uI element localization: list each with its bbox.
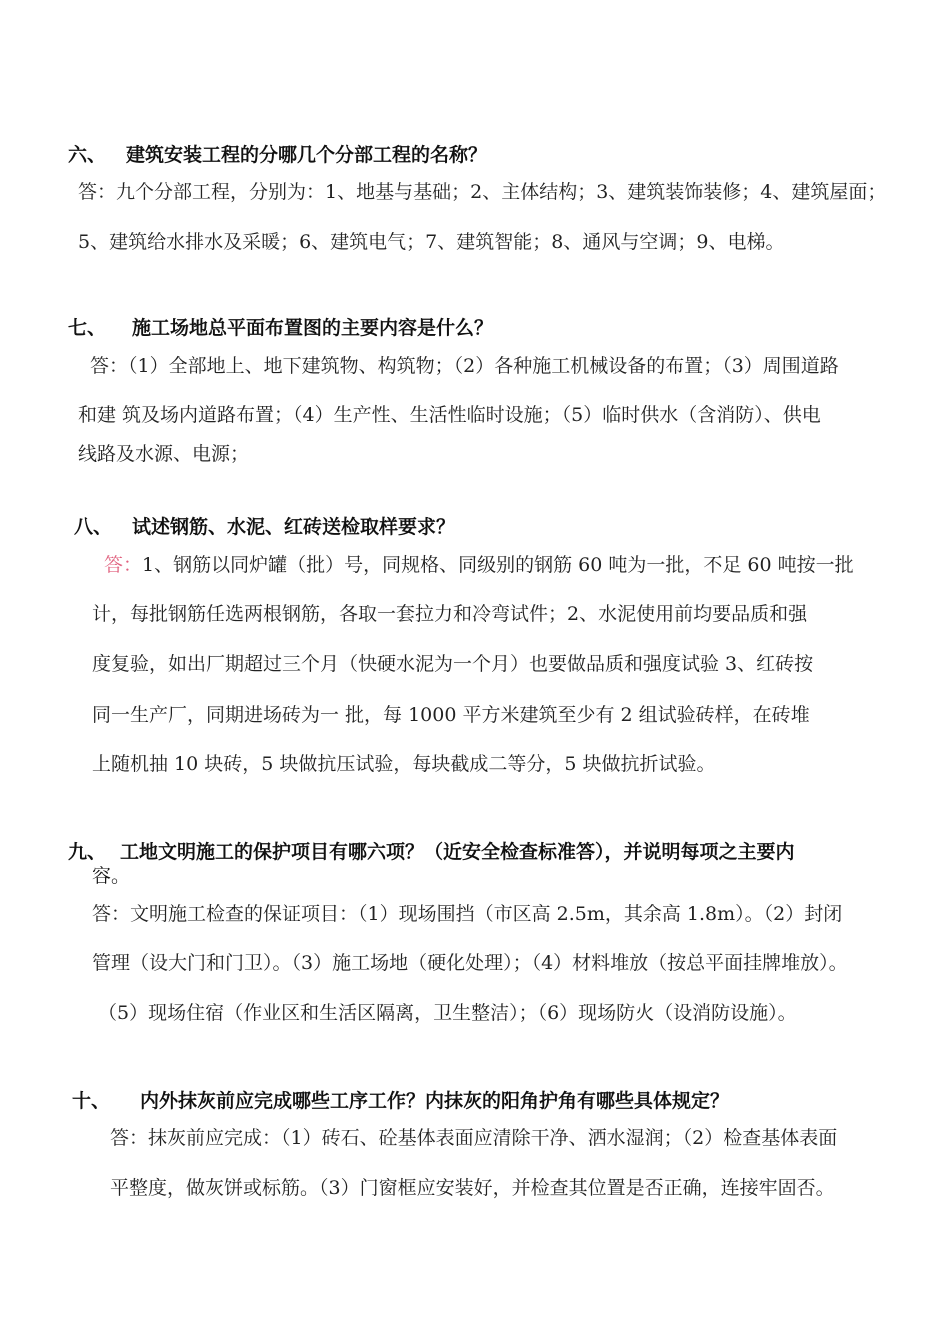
answer-6-line-1: 答：九个分部工程，分别为：1、地基与基础；2、主体结构；3、建筑装饰装修；4、建筑屋面； (78, 181, 887, 203)
question-8-number: 八、 (74, 516, 113, 538)
question-9-text: 工地文明施工的保护项目有哪六项？（近安全检查标准答），并说明每项之主要内 (120, 841, 795, 863)
question-9-continuation: 容。 (92, 865, 131, 887)
question-7-number: 七、 (68, 317, 107, 339)
question-10 (72, 1088, 729, 1114)
answer-8-line-1: 答：1、钢筋以同炉罐（批）号，同规格、同级别的钢筋 60 吨为一批，不足 60 吨按一批 (104, 554, 854, 576)
answer-7-label: 答： (90, 355, 129, 377)
answer-9-line-2: 管理（设大门和门卫）。（3）施工场地（硬化处理）；（4）材料堆放（按总平面挂牌堆放）。 (92, 952, 848, 974)
answer-6-line-2: 5、建筑给水排水及采暖；6、建筑电气；7、建筑智能；8、通风与空调；9、电梯。 (78, 231, 785, 253)
question-9 (68, 839, 795, 865)
question-6-number: 六、 (68, 144, 107, 166)
question-9-number: 九、 (68, 841, 107, 863)
question-7-text: 施工场地总平面布置图的主要内容是什么？ (132, 317, 494, 339)
answer-8-line-2: 计，每批钢筋任选两根钢筋，各取一套拉力和冷弯试件；2、水泥使用前均要品质和强 (92, 603, 808, 625)
answer-7-line-3: 线路及水源、电源； (78, 443, 250, 465)
answer-9-line-3: （5）现场住宿（作业区和生活区隔离，卫生整洁）；（6）现场防火（设消防设施）。 (98, 1002, 797, 1024)
answer-9-label: 答： (92, 903, 131, 925)
answer-7-line-2: 和建 筑及场内道路布置；（4）生产性、生活性临时设施；（5）临时供水（含消防）、供电 (78, 404, 821, 426)
answer-10-line-2: 平整度，做灰饼或标筋。（3）门窗框应安装好，并检查其位置是否正确，连接牢固否。 (110, 1177, 835, 1199)
answer-8-line-5: 上随机抽 10 块砖，5 块做抗压试验，每块截成二等分，5 块做抗折试验。 (92, 753, 716, 775)
answer-8-label: 答： (104, 554, 143, 576)
question-7 (68, 315, 493, 341)
question-8-text: 试述钢筋、水泥、红砖送检取样要求？ (132, 516, 456, 538)
answer-7-line-1: 答：（1）全部地上、地下建筑物、构筑物；（2）各种施工机械设备的布置；（3）周围道路 (90, 355, 839, 377)
question-6 (68, 142, 487, 168)
answer-10-label: 答： (110, 1127, 149, 1149)
answer-6-label: 答： (78, 181, 117, 203)
answer-10-line-1: 答：抹灰前应完成：（1）砖石、砼基体表面应清除干净、洒水湿润；（2）检查基体表面 (110, 1127, 838, 1149)
question-6-text: 建筑安装工程的分哪几个分部工程的名称？ (126, 144, 488, 166)
question-10-text: 内外抹灰前应完成哪些工序工作？内抹灰的阳角护角有哪些具体规定？ (140, 1090, 730, 1112)
question-10-number: 十、 (72, 1090, 111, 1112)
question-8 (74, 514, 455, 540)
answer-9-line-1: 答：文明施工检查的保证项目：（1）现场围挡（市区高 2.5m，其余高 1.8m）。（2）封闭 (92, 903, 843, 925)
answer-8-line-4: 同一生产厂，同期进场砖为一 批，每 1000 平方米建筑至少有 2 组试验砖样，在砖堆 (92, 704, 810, 726)
answer-8-line-3: 度复验，如出厂期超过三个月（快硬水泥为一个月）也要做品质和强度试验 3、红砖按 (92, 653, 814, 675)
